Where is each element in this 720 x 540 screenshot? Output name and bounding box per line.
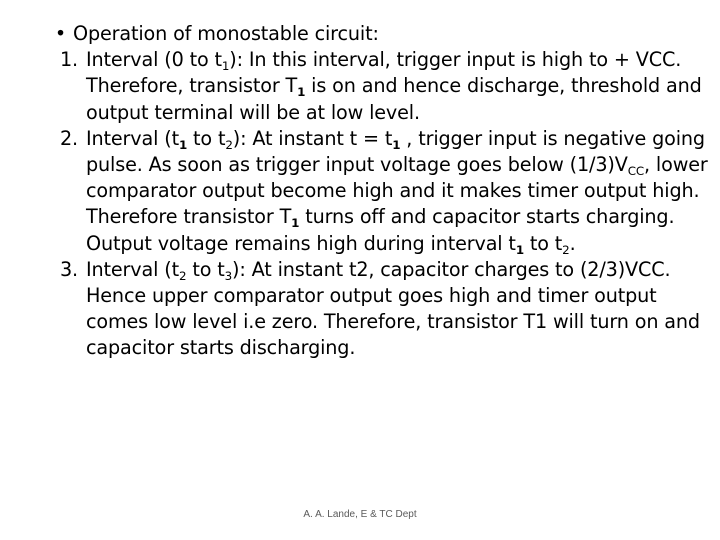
- item-3-text-b: to t: [186, 257, 225, 281]
- item-1-text-b: ): In this interval, trigger input is high to + VCC. Therefore, transistor T: [86, 48, 682, 98]
- list-number-1: 1.: [59, 48, 78, 72]
- item-2-sub-b: 2: [225, 137, 233, 152]
- item-1-sub-b: 1: [297, 85, 306, 100]
- footer-credit: A. A. Lande, E & TC Dept: [303, 509, 417, 520]
- item-2-text-a: Interval (t: [86, 126, 179, 150]
- item-1-sub-a: 1: [221, 59, 230, 74]
- item-2-sub-e: 1: [291, 216, 300, 231]
- item-3-text-a: Interval (t: [86, 257, 179, 281]
- item-2-sub-c: 1: [392, 137, 401, 152]
- bullet-heading: [18, 21, 708, 47]
- item-3-sub-b: 3: [224, 268, 233, 283]
- bullet-marker: •: [54, 22, 66, 45]
- list-number-2: 2.: [59, 126, 78, 150]
- item-2-text-h: .: [569, 231, 576, 255]
- list-item-2: [18, 126, 708, 257]
- slide-body: [18, 21, 708, 362]
- item-2-text-f: turns off and capacitor starts charging. Output voltage remains high during interval t: [86, 205, 675, 255]
- item-2-sub-a: 1: [178, 137, 188, 152]
- item-2-sub-f: 1: [515, 242, 524, 257]
- item-3-text-c: ): At instant t2, capacitor charges to (2/3)VCC. Hence upper comparator output goes high and timer output comes low level i.e zero. Therefore, transistor T1 will turn on and capacitor starts discharging.: [86, 257, 700, 360]
- item-2-text-g: to t: [523, 231, 563, 255]
- list-item-1: [18, 47, 708, 126]
- item-2-text-d: , trigger input is negative going pulse. As soon as trigger input voltage goes below (1/3)V: [86, 126, 705, 177]
- list-number-3: 3.: [59, 257, 78, 281]
- item-1-text-a: Interval (0 to t: [86, 48, 222, 72]
- list-item-3: [18, 257, 708, 362]
- item-2-sub-g: 2: [562, 242, 570, 257]
- item-1-text-c: is on and hence discharge, threshold and output terminal will be at low level.: [86, 74, 702, 124]
- item-2-sub-d: CC: [627, 164, 645, 179]
- item-2-text-e: , lower comparator output become high and it makes timer output high. Therefore transistor T: [86, 153, 708, 229]
- heading-text: Operation of monostable circuit:: [73, 22, 379, 45]
- item-2-text-b: to t: [187, 126, 226, 150]
- item-3-sub-a: 2: [178, 268, 187, 283]
- item-2-text-c: ): At instant t = t: [232, 126, 393, 150]
